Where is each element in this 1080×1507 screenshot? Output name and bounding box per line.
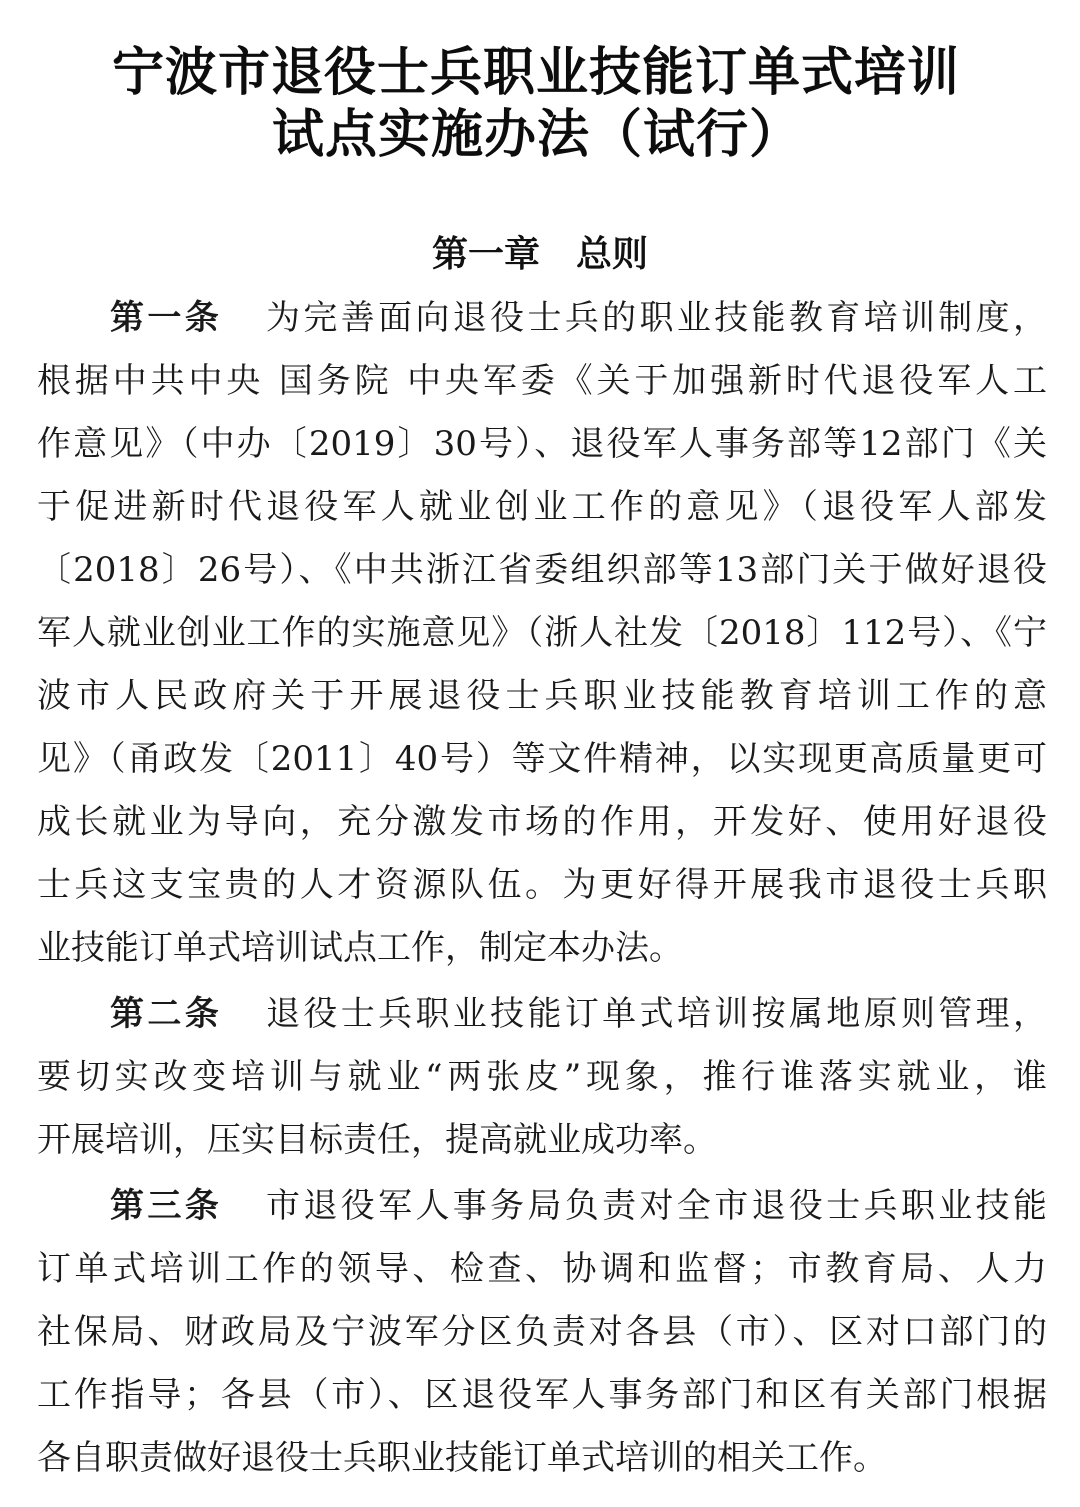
article-1-line [110,294,1047,342]
article-1-line: 〔2018〕26号）、《中共浙江省委组织部等13部门关于做好退役 [37,550,1047,590]
article-3-line: 各自职责做好退役士兵职业技能订单式培训的相关工作。 [37,1438,887,1478]
article-1-text: 为完善面向退役士兵的职业技能教育培训制度， [266,298,1048,338]
chapter-heading: 第一章 总则 [431,234,648,275]
article-1-line: 于促进新时代退役军人就业创业工作的意见》（退役军人部发 [37,487,1047,527]
article-1-line: 作意见》（中办〔2019〕30号）、退役军人事务部等12部门《关 [37,424,1047,464]
article-1-line: 业技能订单式培训试点工作，制定本办法。 [37,928,683,968]
article-1-label: 第一条 [110,298,223,338]
article-1-line: 见》（甬政发〔2011〕40号）等文件精神，以实现更高质量更可 [37,739,1047,779]
article-1-line: 军人就业创业工作的实施意见》（浙人社发〔2018〕112号）、《宁 [37,613,1047,653]
article-3-label: 第三条 [110,1186,223,1226]
article-1-line: 士兵这支宝贵的人才资源队伍。为更好得开展我市退役士兵职 [37,865,1047,905]
article-3-line [110,1182,1047,1230]
article-3-line: 工作指导；各县（市）、区退役军人事务部门和区有关部门根据 [37,1375,1047,1415]
article-1-line: 成长就业为导向，充分激发市场的作用，开发好、使用好退役 [37,802,1047,842]
document-title-line-1: 宁波市退役士兵职业技能订单式培训 [112,43,961,103]
article-3-line: 社保局、财政局及宁波军分区负责对各县（市）、区对口部门的 [37,1312,1047,1352]
article-2-text: 退役士兵职业技能订单式培训按属地原则管理， [266,994,1048,1034]
article-3-line: 订单式培训工作的领导、检查、协调和监督；市教育局、人力 [37,1249,1047,1289]
article-2-line [110,990,1047,1038]
document-title-line-2: 试点实施办法（试行） [272,105,803,165]
article-1-line: 波市人民政府关于开展退役士兵职业技能教育培训工作的意 [37,676,1047,716]
article-2-line: 开展培训，压实目标责任，提高就业成功率。 [37,1120,717,1160]
article-2-label: 第二条 [110,994,223,1034]
article-2-line: 要切实改变培训与就业“两张皮”现象，推行谁落实就业，谁 [37,1057,1047,1097]
article-3-text: 市退役军人事务局负责对全市退役士兵职业技能 [266,1186,1048,1226]
article-1-line: 根据中共中央 国务院 中央军委《关于加强新时代退役军人工 [37,361,1047,401]
